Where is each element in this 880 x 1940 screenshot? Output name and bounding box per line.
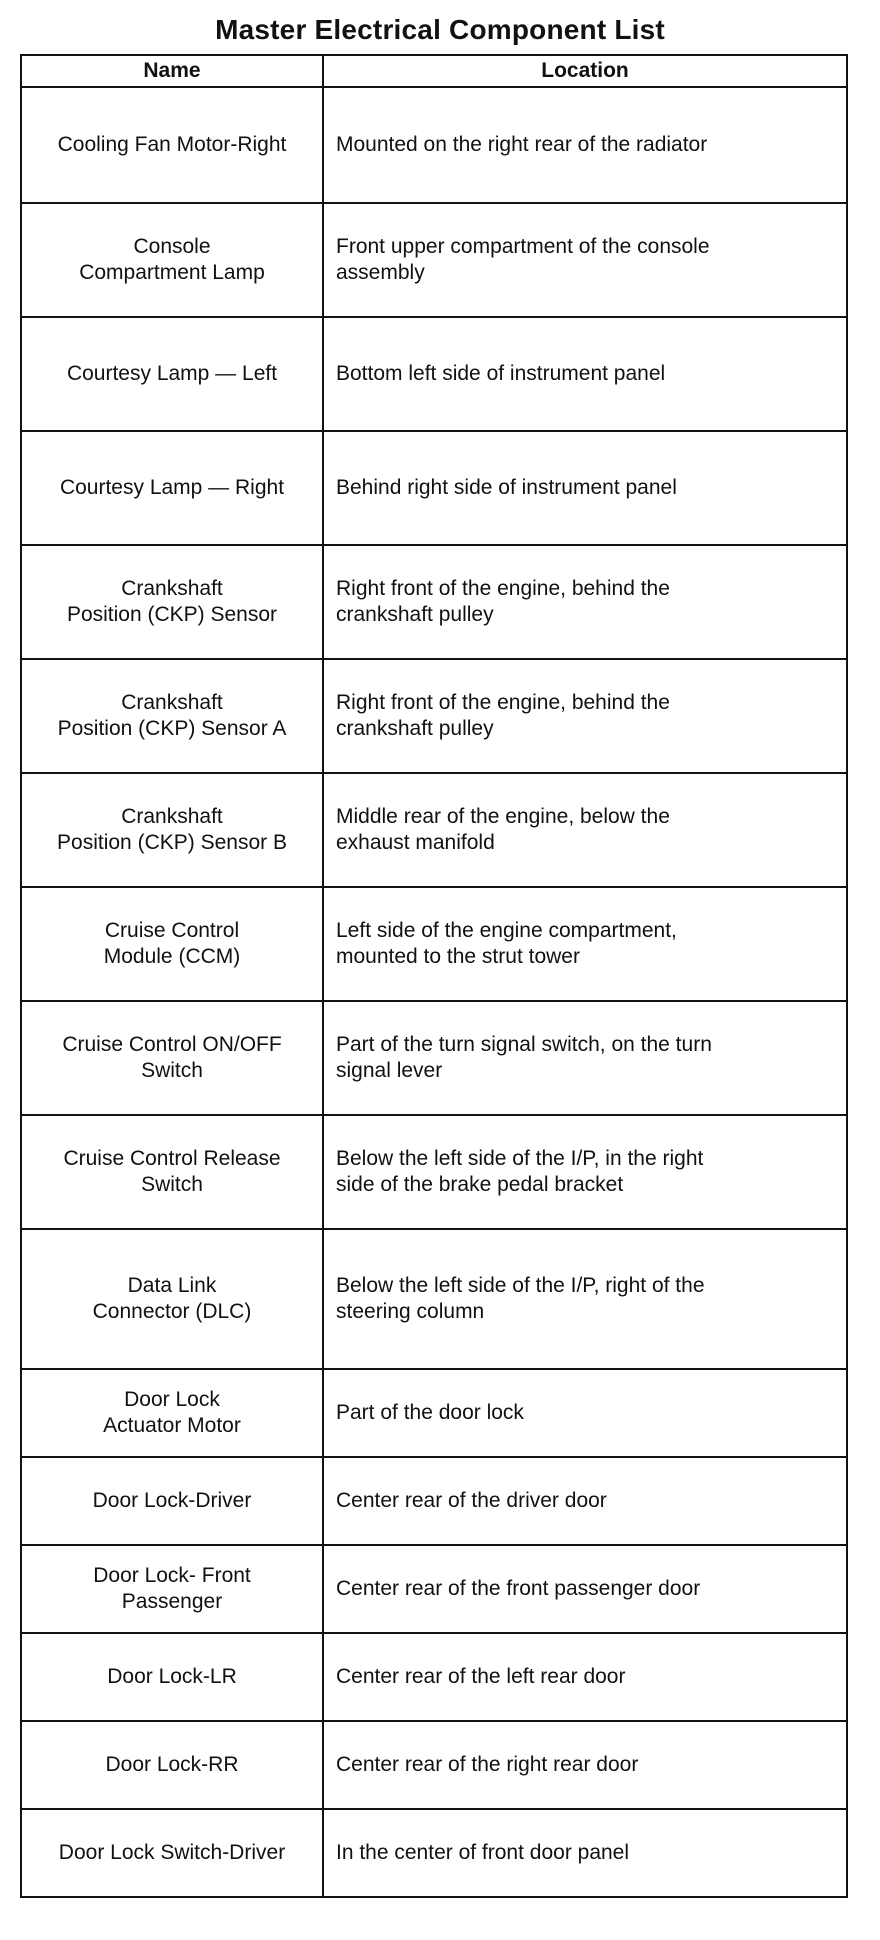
component-name: Cooling Fan Motor-Right xyxy=(21,87,323,203)
component-location: In the center of front door panel xyxy=(323,1809,847,1897)
component-location: Below the left side of the I/P, in the right side of the brake pedal bracket xyxy=(323,1115,847,1229)
component-location: Center rear of the left rear door xyxy=(323,1633,847,1721)
component-name: Courtesy Lamp — Left xyxy=(21,317,323,431)
table-row xyxy=(21,1115,847,1229)
component-location: Center rear of the driver door xyxy=(323,1457,847,1545)
table-row xyxy=(21,1229,847,1369)
table-row xyxy=(21,1633,847,1721)
component-location: Part of the door lock xyxy=(323,1369,847,1457)
column-header-name: Name xyxy=(21,55,323,87)
component-name: Crankshaft Position (CKP) Sensor xyxy=(21,545,323,659)
page-title: Master Electrical Component List xyxy=(215,14,665,45)
table-row xyxy=(21,1545,847,1633)
table-row xyxy=(21,1001,847,1115)
component-name: Data Link Connector (DLC) xyxy=(21,1229,323,1369)
component-location: Mounted on the right rear of the radiator xyxy=(323,87,847,203)
component-location: Center rear of the front passenger door xyxy=(323,1545,847,1633)
component-name: Courtesy Lamp — Right xyxy=(21,431,323,545)
header-row xyxy=(21,55,847,87)
component-location: Left side of the engine compartment, mounted to the strut tower xyxy=(323,887,847,1001)
component-name: Cruise Control Module (CCM) xyxy=(21,887,323,1001)
component-location: Right front of the engine, behind the crankshaft pulley xyxy=(323,545,847,659)
component-name: Crankshaft Position (CKP) Sensor B xyxy=(21,773,323,887)
component-name: Door Lock-LR xyxy=(21,1633,323,1721)
component-location: Below the left side of the I/P, right of the steering column xyxy=(323,1229,847,1369)
component-name: Console Compartment Lamp xyxy=(21,203,323,317)
component-name: Door Lock-Driver xyxy=(21,1457,323,1545)
component-name: Door Lock Actuator Motor xyxy=(21,1369,323,1457)
component-location: Bottom left side of instrument panel xyxy=(323,317,847,431)
column-header-location: Location xyxy=(323,55,847,87)
table-row xyxy=(21,203,847,317)
component-name: Door Lock Switch-Driver xyxy=(21,1809,323,1897)
component-table xyxy=(20,54,848,1898)
component-name: Door Lock-RR xyxy=(21,1721,323,1809)
component-location: Front upper compartment of the console assembly xyxy=(323,203,847,317)
component-location: Part of the turn signal switch, on the turn signal lever xyxy=(323,1001,847,1115)
table-row xyxy=(21,1721,847,1809)
table-row xyxy=(21,659,847,773)
component-name: Door Lock- Front Passenger xyxy=(21,1545,323,1633)
table-row xyxy=(21,431,847,545)
table-row xyxy=(21,773,847,887)
table-row xyxy=(21,317,847,431)
component-location: Middle rear of the engine, below the exhaust manifold xyxy=(323,773,847,887)
table-row xyxy=(21,887,847,1001)
component-name: Cruise Control ON/OFF Switch xyxy=(21,1001,323,1115)
table-row xyxy=(21,1809,847,1897)
component-location: Center rear of the right rear door xyxy=(323,1721,847,1809)
component-name: Crankshaft Position (CKP) Sensor A xyxy=(21,659,323,773)
table-row xyxy=(21,1369,847,1457)
table-row xyxy=(21,1457,847,1545)
table-row xyxy=(21,545,847,659)
component-name: Cruise Control Release Switch xyxy=(21,1115,323,1229)
component-location: Behind right side of instrument panel xyxy=(323,431,847,545)
component-location: Right front of the engine, behind the crankshaft pulley xyxy=(323,659,847,773)
table-row xyxy=(21,87,847,203)
